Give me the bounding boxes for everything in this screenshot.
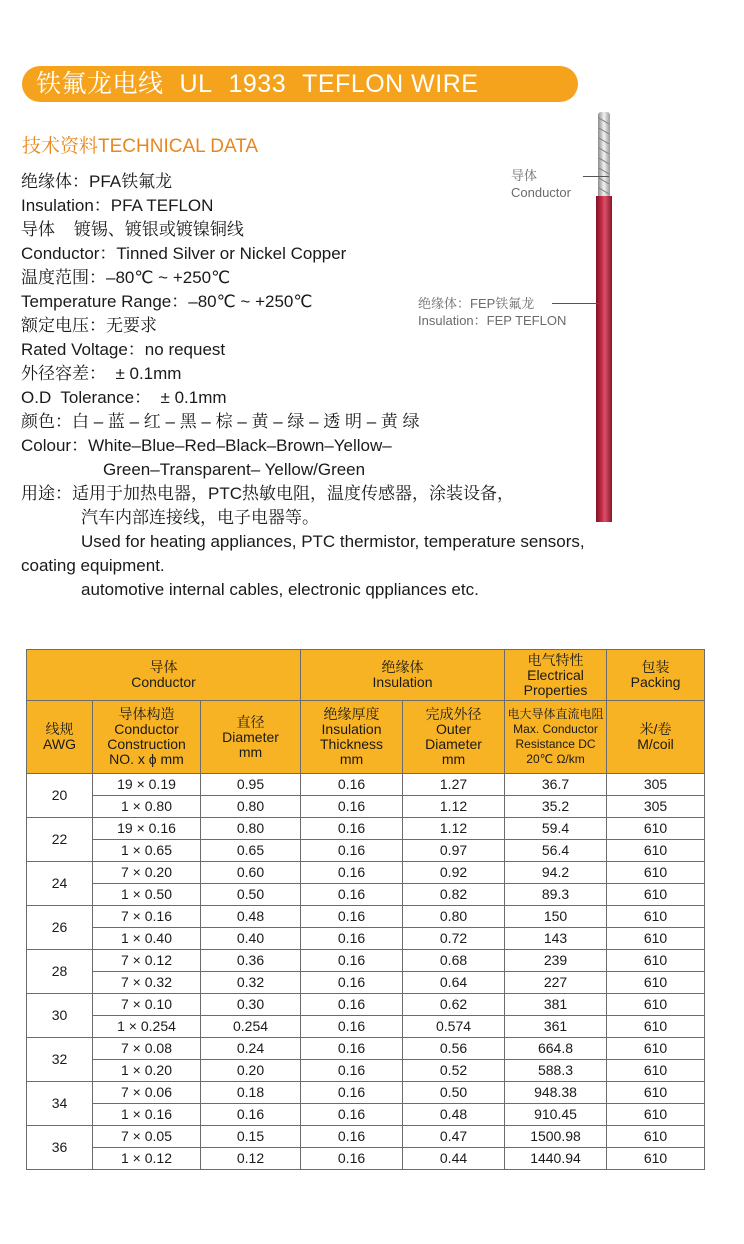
title-en: TEFLON WIRE [302, 70, 479, 98]
insulation-jacket [596, 196, 612, 522]
cell-construction: 1 × 0.20 [93, 1060, 201, 1082]
title-cn: 铁氟龙电线 [36, 70, 164, 98]
cell-construction: 7 × 0.05 [93, 1126, 201, 1148]
cell-diameter: 0.32 [201, 972, 301, 994]
table-row [27, 796, 705, 818]
group-header-insulation: 绝缘体 Insulation [301, 650, 505, 701]
spec-colour-en-1: Colour：White–Blue–Red–Black–Brown–Yellow– [21, 436, 392, 455]
cell-thickness: 0.16 [301, 1148, 403, 1170]
table-row [27, 884, 705, 906]
spec-conductor-cn: 导体 镀锡、镀银或镀镍铜线 [21, 220, 244, 239]
cell-construction: 7 × 0.12 [93, 950, 201, 972]
cell-coil: 610 [607, 1038, 705, 1060]
col-header-thickness: 绝缘厚度 Insulation Thickness mm [301, 701, 403, 774]
spec-use-cn-2: 汽车内部连接线，电子电器等。 [81, 508, 319, 527]
cell-thickness: 0.16 [301, 1126, 403, 1148]
cell-outer-diameter: 1.12 [403, 818, 505, 840]
cell-diameter: 0.16 [201, 1104, 301, 1126]
cell-resistance: 381 [505, 994, 607, 1016]
cell-resistance: 910.45 [505, 1104, 607, 1126]
cell-coil: 610 [607, 884, 705, 906]
cell-resistance: 948.38 [505, 1082, 607, 1104]
cell-thickness: 0.16 [301, 796, 403, 818]
cell-resistance: 1500.98 [505, 1126, 607, 1148]
cell-resistance: 56.4 [505, 840, 607, 862]
cell-diameter: 0.80 [201, 796, 301, 818]
cell-thickness: 0.16 [301, 1082, 403, 1104]
cell-thickness: 0.16 [301, 1104, 403, 1126]
cell-awg: 30 [27, 994, 93, 1038]
cell-construction: 19 × 0.16 [93, 818, 201, 840]
spec-tolerance-cn: 外径容差： ± 0.1mm [21, 364, 182, 383]
cell-thickness: 0.16 [301, 994, 403, 1016]
cell-coil: 610 [607, 950, 705, 972]
table-row [27, 1148, 705, 1170]
cell-awg: 34 [27, 1082, 93, 1126]
cell-outer-diameter: 0.72 [403, 928, 505, 950]
cell-thickness: 0.16 [301, 818, 403, 840]
col-header-resistance: 电大导体直流电阻 Max. Conductor Resistance DC 20℃ Ω/km [505, 701, 607, 774]
table-row [27, 818, 705, 840]
cell-coil: 610 [607, 1148, 705, 1170]
wire-label-insulation-en: Insulation：FEP TEFLON [418, 313, 567, 328]
cell-thickness: 0.16 [301, 950, 403, 972]
cell-coil: 610 [607, 972, 705, 994]
cell-construction: 1 × 0.50 [93, 884, 201, 906]
wire-photo [588, 110, 630, 522]
table-row [27, 972, 705, 994]
cell-thickness: 0.16 [301, 906, 403, 928]
cell-outer-diameter: 0.64 [403, 972, 505, 994]
spec-temp-cn: 温度范围：–80℃ ~ +250℃ [21, 268, 231, 287]
cell-resistance: 588.3 [505, 1060, 607, 1082]
spec-voltage-en: Rated Voltage：no request [21, 340, 226, 359]
cell-outer-diameter: 0.97 [403, 840, 505, 862]
cell-outer-diameter: 0.47 [403, 1126, 505, 1148]
wire-label-conductor [511, 167, 571, 201]
table-row [27, 1016, 705, 1038]
spec-use-en-1: Used for heating appliances, PTC thermistor, temperature sensors, coating equipment. [21, 532, 585, 575]
wire-label-conductor-cn: 导体 [511, 168, 538, 183]
cell-coil: 610 [607, 1104, 705, 1126]
cell-coil: 610 [607, 994, 705, 1016]
cell-construction: 7 × 0.20 [93, 862, 201, 884]
cell-construction: 1 × 0.254 [93, 1016, 201, 1038]
spec-colour-cn: 颜色：白 – 蓝 – 红 – 黑 – 棕 – 黄 – 绿 – 透 明 – 黄 绿 [21, 412, 420, 431]
cell-resistance: 36.7 [505, 774, 607, 796]
cell-thickness: 0.16 [301, 1038, 403, 1060]
title-ul: UL [179, 70, 213, 98]
spec-insulation-en: Insulation：PFA TEFLON [21, 196, 214, 215]
cell-awg: 22 [27, 818, 93, 862]
spec-use-en-2: automotive internal cables, electronic qppliances etc. [81, 580, 479, 599]
cell-diameter: 0.254 [201, 1016, 301, 1038]
cell-diameter: 0.36 [201, 950, 301, 972]
col-header-coil: 米/卷 M/coil [607, 701, 705, 774]
cell-coil: 305 [607, 796, 705, 818]
cell-diameter: 0.12 [201, 1148, 301, 1170]
spec-use-cn-1: 用途：适用于加热电器，PTC热敏电阻，温度传感器，涂装设备， [21, 484, 514, 503]
cell-construction: 7 × 0.08 [93, 1038, 201, 1060]
spec-voltage-cn: 额定电压：无要求 [21, 316, 157, 335]
cell-resistance: 59.4 [505, 818, 607, 840]
cell-coil: 610 [607, 862, 705, 884]
cell-outer-diameter: 0.68 [403, 950, 505, 972]
cell-construction: 1 × 0.16 [93, 1104, 201, 1126]
cell-outer-diameter: 0.92 [403, 862, 505, 884]
cell-outer-diameter: 0.574 [403, 1016, 505, 1038]
table-row [27, 906, 705, 928]
cell-thickness: 0.16 [301, 972, 403, 994]
group-header-electrical: 电气特性 Electrical Properties [505, 650, 607, 701]
cell-resistance: 239 [505, 950, 607, 972]
cell-awg: 24 [27, 862, 93, 906]
cell-construction: 7 × 0.32 [93, 972, 201, 994]
cell-outer-diameter: 0.82 [403, 884, 505, 906]
cell-resistance: 150 [505, 906, 607, 928]
col-header-awg: 线规 AWG [27, 701, 93, 774]
cell-diameter: 0.60 [201, 862, 301, 884]
cell-diameter: 0.18 [201, 1082, 301, 1104]
cell-resistance: 143 [505, 928, 607, 950]
cell-coil: 610 [607, 1082, 705, 1104]
table-row [27, 994, 705, 1016]
table-body [27, 774, 705, 1170]
title-banner [22, 66, 578, 102]
cell-awg: 20 [27, 774, 93, 818]
cell-resistance: 1440.94 [505, 1148, 607, 1170]
cell-thickness: 0.16 [301, 840, 403, 862]
cell-diameter: 0.24 [201, 1038, 301, 1060]
table-row [27, 1038, 705, 1060]
cell-awg: 36 [27, 1126, 93, 1170]
spec-table [26, 649, 705, 1170]
cell-thickness: 0.16 [301, 928, 403, 950]
cell-resistance: 35.2 [505, 796, 607, 818]
cell-coil: 610 [607, 906, 705, 928]
spec-temp-en: Temperature Range：–80℃ ~ +250℃ [21, 292, 313, 311]
group-header-packing: 包装 Packing [607, 650, 705, 701]
cell-coil: 305 [607, 774, 705, 796]
cell-resistance: 227 [505, 972, 607, 994]
table-row [27, 1082, 705, 1104]
group-header-conductor: 导体 Conductor [27, 650, 301, 701]
cell-resistance: 361 [505, 1016, 607, 1038]
cell-diameter: 0.80 [201, 818, 301, 840]
cell-construction: 1 × 0.40 [93, 928, 201, 950]
cell-construction: 19 × 0.19 [93, 774, 201, 796]
table-row [27, 950, 705, 972]
cell-coil: 610 [607, 840, 705, 862]
cell-outer-diameter: 0.44 [403, 1148, 505, 1170]
cell-awg: 26 [27, 906, 93, 950]
cell-thickness: 0.16 [301, 1060, 403, 1082]
cell-coil: 610 [607, 818, 705, 840]
cell-thickness: 0.16 [301, 862, 403, 884]
cell-coil: 610 [607, 1060, 705, 1082]
cell-resistance: 94.2 [505, 862, 607, 884]
cell-outer-diameter: 1.27 [403, 774, 505, 796]
cell-resistance: 89.3 [505, 884, 607, 906]
cell-diameter: 0.65 [201, 840, 301, 862]
cell-coil: 610 [607, 928, 705, 950]
cell-resistance: 664.8 [505, 1038, 607, 1060]
cell-construction: 1 × 0.12 [93, 1148, 201, 1170]
col-header-diameter: 直径 Diameter mm [201, 701, 301, 774]
cell-awg: 32 [27, 1038, 93, 1082]
cell-outer-diameter: 0.50 [403, 1082, 505, 1104]
cell-construction: 1 × 0.80 [93, 796, 201, 818]
conductor-leader-line [583, 176, 609, 177]
cell-outer-diameter: 0.62 [403, 994, 505, 1016]
cell-outer-diameter: 0.56 [403, 1038, 505, 1060]
cell-diameter: 0.30 [201, 994, 301, 1016]
title-num: 1933 [228, 70, 287, 98]
cell-diameter: 0.48 [201, 906, 301, 928]
cell-thickness: 0.16 [301, 884, 403, 906]
cell-coil: 610 [607, 1126, 705, 1148]
table-row [27, 1126, 705, 1148]
wire-label-insulation-cn: 绝缘体：FEP铁氟龙 [418, 296, 535, 311]
cell-outer-diameter: 0.52 [403, 1060, 505, 1082]
cell-diameter: 0.40 [201, 928, 301, 950]
wire-label-insulation [418, 295, 566, 329]
spec-colour-en-2: Green–Transparent– Yellow/Green [103, 460, 366, 479]
cell-construction: 1 × 0.65 [93, 840, 201, 862]
table-row [27, 862, 705, 884]
spec-tolerance-en: O.D Tolerance： ± 0.1mm [21, 388, 227, 407]
spec-block [21, 170, 641, 602]
cell-thickness: 0.16 [301, 1016, 403, 1038]
cell-construction: 7 × 0.06 [93, 1082, 201, 1104]
conductor-strands [598, 112, 610, 200]
cell-outer-diameter: 0.48 [403, 1104, 505, 1126]
table-row [27, 928, 705, 950]
technical-data-heading: 技术资料TECHNICAL DATA [22, 136, 259, 157]
cell-construction: 7 × 0.10 [93, 994, 201, 1016]
cell-diameter: 0.95 [201, 774, 301, 796]
wire-label-conductor-en: Conductor [511, 185, 571, 200]
table-row [27, 1104, 705, 1126]
cell-awg: 28 [27, 950, 93, 994]
table-row [27, 840, 705, 862]
cell-diameter: 0.20 [201, 1060, 301, 1082]
cell-thickness: 0.16 [301, 774, 403, 796]
cell-diameter: 0.15 [201, 1126, 301, 1148]
cell-outer-diameter: 1.12 [403, 796, 505, 818]
cell-outer-diameter: 0.80 [403, 906, 505, 928]
cell-diameter: 0.50 [201, 884, 301, 906]
cell-coil: 610 [607, 1016, 705, 1038]
spec-conductor-en: Conductor：Tinned Silver or Nickel Copper [21, 244, 347, 263]
col-header-outer-diameter: 完成外径 Outer Diameter mm [403, 701, 505, 774]
col-header-construction: 导体构造 Conductor Construction NO. x ϕ mm [93, 701, 201, 774]
spec-insulation-cn: 绝缘体：PFA铁氟龙 [21, 172, 173, 191]
table-row [27, 1060, 705, 1082]
cell-construction: 7 × 0.16 [93, 906, 201, 928]
table-row [27, 774, 705, 796]
